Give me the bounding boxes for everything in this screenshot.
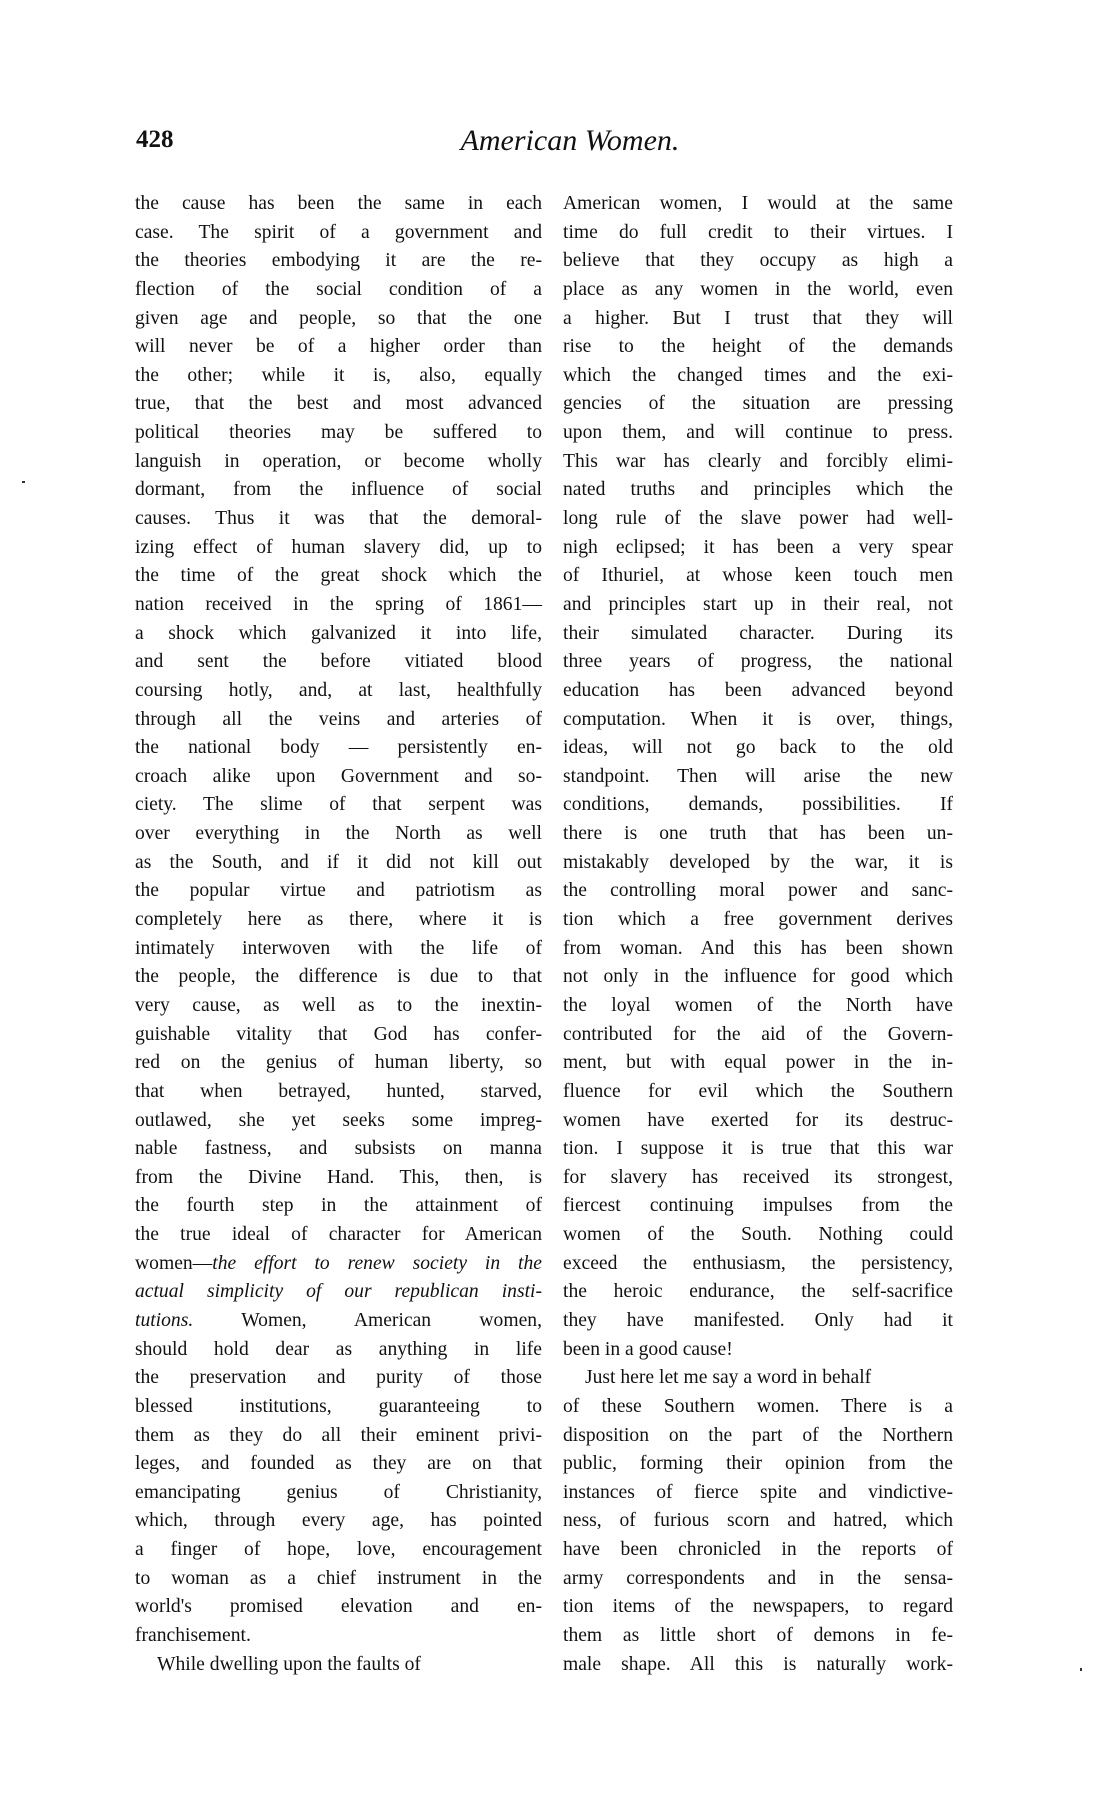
text-line: red on the genius of human liberty, so <box>135 1052 542 1074</box>
text-line: case. The spirit of a government and <box>135 221 542 243</box>
text-line: the heroic endurance, the self-sacrifice <box>563 1281 953 1303</box>
text-line: been in a good cause! <box>563 1338 733 1360</box>
text-line: nated truths and principles which the <box>563 479 953 501</box>
text-line: nation received in the spring of 1861— <box>135 593 542 615</box>
text-line: dormant, from the influence of social <box>135 479 542 501</box>
text-line: causes. Thus it was that the demoral- <box>135 508 542 530</box>
text-line: from the Divine Hand. This, then, is <box>135 1166 542 1188</box>
text-line: three years of progress, the national <box>563 651 953 673</box>
text-line: not only in the influence for good which <box>563 966 953 988</box>
text-line: which the changed times and the exi- <box>563 364 953 386</box>
italic-emphasis: the effort to renew society in the <box>212 1252 542 1274</box>
text-line: guishable vitality that God has confer- <box>135 1023 542 1045</box>
text-line: ciety. The slime of that serpent was <box>135 794 542 816</box>
text-line: tion which a free government derives <box>563 909 953 931</box>
margin-speck <box>22 481 25 483</box>
text-line: that when betrayed, hunted, starved, <box>135 1080 542 1102</box>
text-line: tion. I suppose it is true that this war <box>563 1138 953 1160</box>
page-number: 428 <box>136 126 174 153</box>
text-line <box>135 1307 542 1336</box>
text-line: them as they do all their eminent privi- <box>135 1424 542 1446</box>
text-line: the other; while it is, also, equally <box>135 364 542 386</box>
text-line: the true ideal of character for American <box>135 1224 542 1246</box>
text-line: blessed institutions, guaranteeing to <box>135 1395 542 1417</box>
text-line: the preservation and purity of those <box>135 1367 542 1389</box>
text-line: leges, and founded as they are on that <box>135 1453 542 1475</box>
text-line: them as little short of demons in fe- <box>563 1625 953 1647</box>
text-line: fluence for evil which the Southern <box>563 1080 953 1102</box>
text-line: long rule of the slave power had well- <box>563 508 953 530</box>
text-line: women of the South. Nothing could <box>563 1224 953 1246</box>
text-line: true, that the best and most advanced <box>135 393 542 415</box>
text-line: conditions, demands, possibilities. If <box>563 794 953 816</box>
text-line: through all the veins and arteries of <box>135 708 542 730</box>
right-column <box>563 190 953 1679</box>
text-line: the theories embodying it are the re- <box>135 250 542 272</box>
text-line: a finger of hope, love, encouragement <box>135 1539 542 1561</box>
text-line: place as any women in the world, even <box>563 278 953 300</box>
text-line: they have manifested. Only had it <box>563 1309 953 1331</box>
text-line: should hold dear as anything in life <box>135 1338 542 1360</box>
text-line: their simulated character. During its <box>563 622 953 644</box>
text-line: a higher. But I trust that they will <box>563 307 953 329</box>
text-line: believe that they occupy as high a <box>563 250 953 272</box>
italic-emphasis: actual simplicity of our republican insti- <box>135 1281 542 1303</box>
text-line: instances of fierce spite and vindictive- <box>563 1481 953 1503</box>
text-line: women have exerted for its destruc- <box>563 1109 953 1131</box>
text-line: American women, I would at the same <box>563 193 953 214</box>
text-line: disposition on the part of the Northern <box>563 1424 953 1446</box>
line-segment: Women, American women, <box>193 1309 542 1331</box>
text-line: While dwelling upon the faults of <box>157 1653 421 1675</box>
line-segment: women— <box>135 1252 213 1274</box>
text-line: tion items of the newspapers, to regard <box>563 1596 953 1618</box>
text-line: male shape. All this is naturally work- <box>563 1653 953 1675</box>
text-line: the time of the great shock which the <box>135 565 542 587</box>
text-line: upon them, and will continue to press. <box>563 422 953 444</box>
text-line: ness, of furious scorn and hatred, which <box>563 1510 953 1532</box>
text-line: nigh eclipsed; it has been a very spear <box>563 536 953 558</box>
text-line: computation. When it is over, things, <box>563 708 953 730</box>
text-line: the loyal women of the North have <box>563 994 953 1016</box>
text-line: emancipating genius of Christianity, <box>135 1481 542 1503</box>
italic-emphasis: tutions. <box>135 1309 194 1331</box>
text-line: over everything in the North as well <box>135 823 542 845</box>
text-line: outlawed, she yet seeks some impreg- <box>135 1109 542 1131</box>
text-line: of these Southern women. There is a <box>563 1395 953 1417</box>
text-line: flection of the social condition of a <box>135 278 542 300</box>
text-line: world's promised elevation and en- <box>135 1596 542 1618</box>
text-line: very cause, as well as to the inextin- <box>135 994 542 1016</box>
text-line: of Ithuriel, at whose keen touch men <box>563 565 953 587</box>
text-line: for slavery has received its strongest, <box>563 1166 953 1188</box>
text-line: This war has clearly and forcibly elimi- <box>563 450 953 472</box>
text-line: intimately interwoven with the life of <box>135 937 542 959</box>
text-line: from woman. And this has been shown <box>563 937 953 959</box>
text-line: will never be of a higher order than <box>135 336 542 358</box>
text-line: the national body — persistently en- <box>135 737 542 759</box>
margin-speck <box>1080 1668 1082 1671</box>
text-line: coursing hotly, and, at last, healthfully <box>135 679 542 701</box>
text-line: to woman as a chief instrument in the <box>135 1567 542 1589</box>
text-line: rise to the height of the demands <box>563 336 953 358</box>
running-head: American Women. <box>460 124 680 157</box>
text-line <box>135 1250 542 1279</box>
text-line: the controlling moral power and sanc- <box>563 880 953 902</box>
text-line: Just here let me say a word in behalf <box>585 1367 872 1389</box>
text-line: gencies of the situation are pressing <box>563 393 953 415</box>
text-line: franchisement. <box>135 1625 251 1647</box>
text-line: given age and people, so that the one <box>135 307 542 329</box>
left-column <box>135 190 542 1679</box>
text-line: nable fastness, and subsists on manna <box>135 1138 542 1160</box>
text-line: as the South, and if it did not kill out <box>135 851 542 873</box>
text-line: there is one truth that has been un- <box>563 823 953 845</box>
text-line: fiercest continuing impulses from the <box>563 1195 953 1217</box>
text-line: languish in operation, or become wholly <box>135 450 542 472</box>
text-line: political theories may be suffered to <box>135 422 542 444</box>
text-line: a shock which galvanized it into life, <box>135 622 542 644</box>
text-line: croach alike upon Government and so- <box>135 765 542 787</box>
text-line: completely here as there, where it is <box>135 909 542 931</box>
text-line: standpoint. Then will arise the new <box>563 765 953 787</box>
text-line: time do full credit to their virtues. I <box>563 221 953 243</box>
text-line: and principles start up in their real, not <box>563 593 953 615</box>
text-line: ment, but with equal power in the in- <box>563 1052 953 1074</box>
text-line: mistakably developed by the war, it is <box>563 851 953 873</box>
text-line: the fourth step in the attainment of <box>135 1195 542 1217</box>
text-line: exceed the enthusiasm, the persistency, <box>563 1252 953 1274</box>
text-line: izing effect of human slavery did, up to <box>135 536 542 558</box>
text-line: and sent the before vitiated blood <box>135 651 542 673</box>
text-line: the cause has been the same in each <box>135 193 542 214</box>
text-line <box>135 1278 542 1307</box>
text-line: the people, the difference is due to that <box>135 966 542 988</box>
text-line: which, through every age, has pointed <box>135 1510 542 1532</box>
text-line: education has been advanced beyond <box>563 679 953 701</box>
text-line: public, forming their opinion from the <box>563 1453 953 1475</box>
text-line: contributed for the aid of the Govern- <box>563 1023 953 1045</box>
text-line: army correspondents and in the sensa- <box>563 1567 953 1589</box>
text-line: have been chronicled in the reports of <box>563 1539 953 1561</box>
text-line: ideas, will not go back to the old <box>563 737 953 759</box>
text-line: the popular virtue and patriotism as <box>135 880 542 902</box>
